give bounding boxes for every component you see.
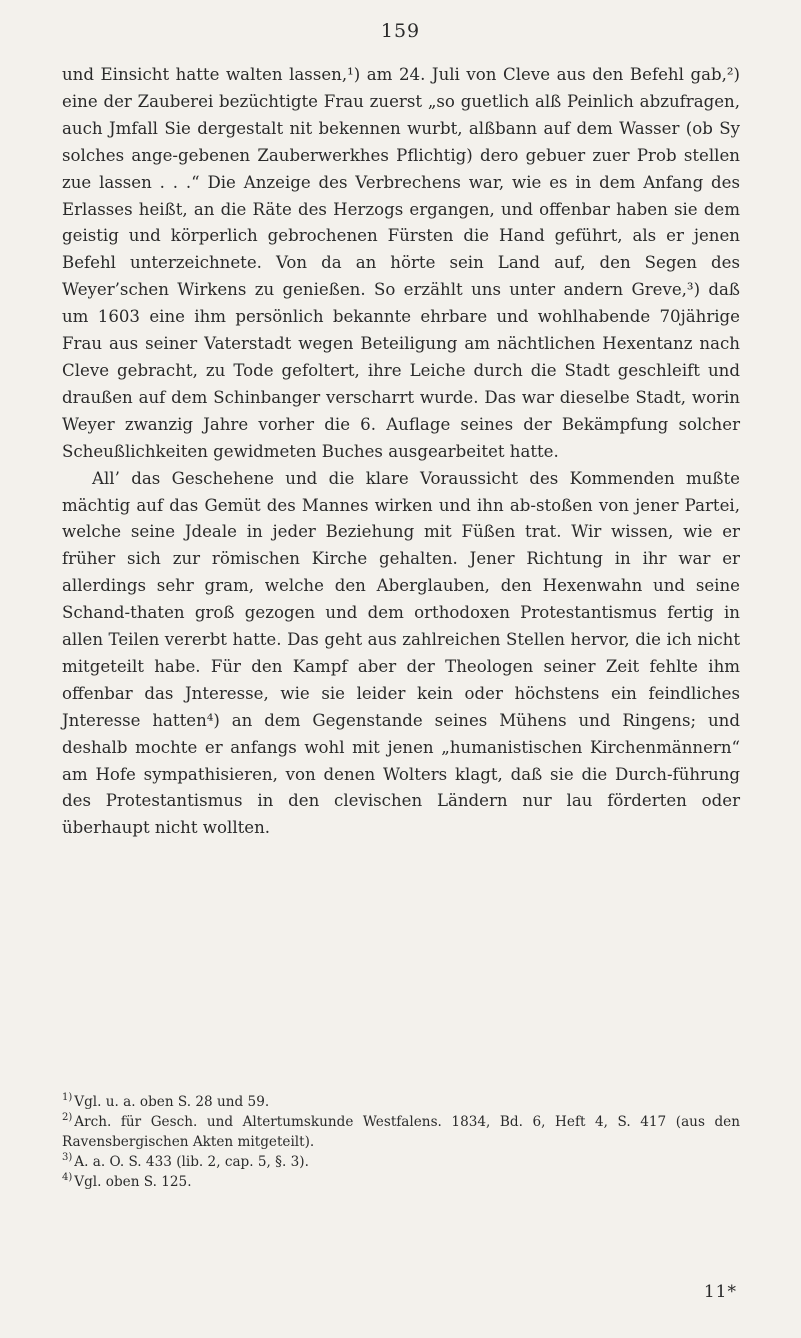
footnotes [62, 1092, 740, 1192]
footnote-mark: 3) [62, 1152, 73, 1164]
footnote-3 [62, 1152, 740, 1172]
footnote-mark: 1) [62, 1092, 73, 1104]
footnote-text: Vgl. oben S. 125. [74, 1174, 192, 1190]
footnote-text: Arch. für Gesch. und Altertumskunde Westfalens. 1834, Bd. 6, Heft 4, S. 417 (aus den Ravensbergischen Akten mitgeteilt). [62, 1114, 740, 1150]
footnote-text: A. a. O. S. 433 (lib. 2, cap. 5, §. 3). [74, 1154, 309, 1170]
footnote-mark: 4) [62, 1172, 73, 1184]
footnote-4 [62, 1172, 740, 1192]
footnote-mark: 2) [62, 1112, 73, 1124]
paragraph-2: All’ das Geschehene und die klare Voraussicht des Kommenden mußte mächtig auf das Gemüt des Mannes wirken und ihn ab-stoßen von jener Partei, welche seine Jdeale in jeder Beziehung mit Füßen trat. Wir wissen, wie er früher sich zur römischen Kirche gehalten. Jener Richtung in ihr war er allerdings sehr gram, welche den Aberglauben, den Hexenwahn und seine Schand-thaten groß gezogen und dem orthodoxen Protestantismus fertig in allen Teilen vererbt hatte. Das geht aus zahlreichen Stellen hervor, die ich nicht mitgeteilt habe. Für den Kampf aber der Theologen seiner Zeit fehlte ihm offenbar das Jnteresse, wie sie leider kein oder höchstens ein feindliches Jnteresse hatten⁴) an dem Gegenstande seines Mühens und Ringens; und deshalb mochte er anfangs wohl mit jenen „humanistischen Kirchenmännern“ am Hofe sympathisieren, von denen Wolters klagt, daß sie die Durch-führung des Protestantismus in den clevischen Ländern nur lau förderten oder überhaupt nicht wollten. [62, 468, 740, 838]
main-text [62, 62, 740, 842]
footnote-2 [62, 1112, 740, 1152]
footnote-text: Vgl. u. a. oben S. 28 und 59. [74, 1094, 270, 1110]
signature-mark: 11* [703, 1282, 737, 1302]
paragraph-1: und Einsicht hatte walten lassen,¹) am 24. Juli von Cleve aus den Befehl gab,²) eine der Zauberei bezüchtigte Frau zuerst „so guetlich alß Peinlich abzufragen, auch Jmfall Sie dergestalt nit bekennen wurbt, alßbann auf dem Wasser (ob Sy solches ange-gebenen Zauberwerkhes Pflichtig) dero gebuer zuer Prob stellen zue lassen . . .“ Die Anzeige des Verbrechens war, wie es in dem Anfang des Erlasses heißt, an die Räte des Herzogs ergangen, und offenbar haben sie dem geistig und körperlich gebrochenen Fürsten die Hand geführt, als er jenen Befehl unterzeichnete. Von da an hörte sein Land auf, den Segen des Weyer’schen Wirkens zu genießen. So erzählt uns unter andern Greve,³) daß um 1603 eine ihm persönlich bekannte ehrbare und wohlhabende 70jährige Frau aus seiner Vaterstadt wegen Beteiligung am nächtlichen Hexentanz nach Cleve gebracht, zu Tode gefoltert, ihre Leiche durch die Stadt geschleift und draußen auf dem Schinbanger verscharrt wurde. Das war dieselbe Stadt, worin Weyer zwanzig Jahre vorher die 6. Auflage seines der Bekämpfung solcher Scheußlichkeiten gewidmeten Buches ausgearbeitet hatte. [62, 65, 740, 461]
footnote-1 [62, 1092, 740, 1112]
page-number: 159 [380, 20, 421, 42]
